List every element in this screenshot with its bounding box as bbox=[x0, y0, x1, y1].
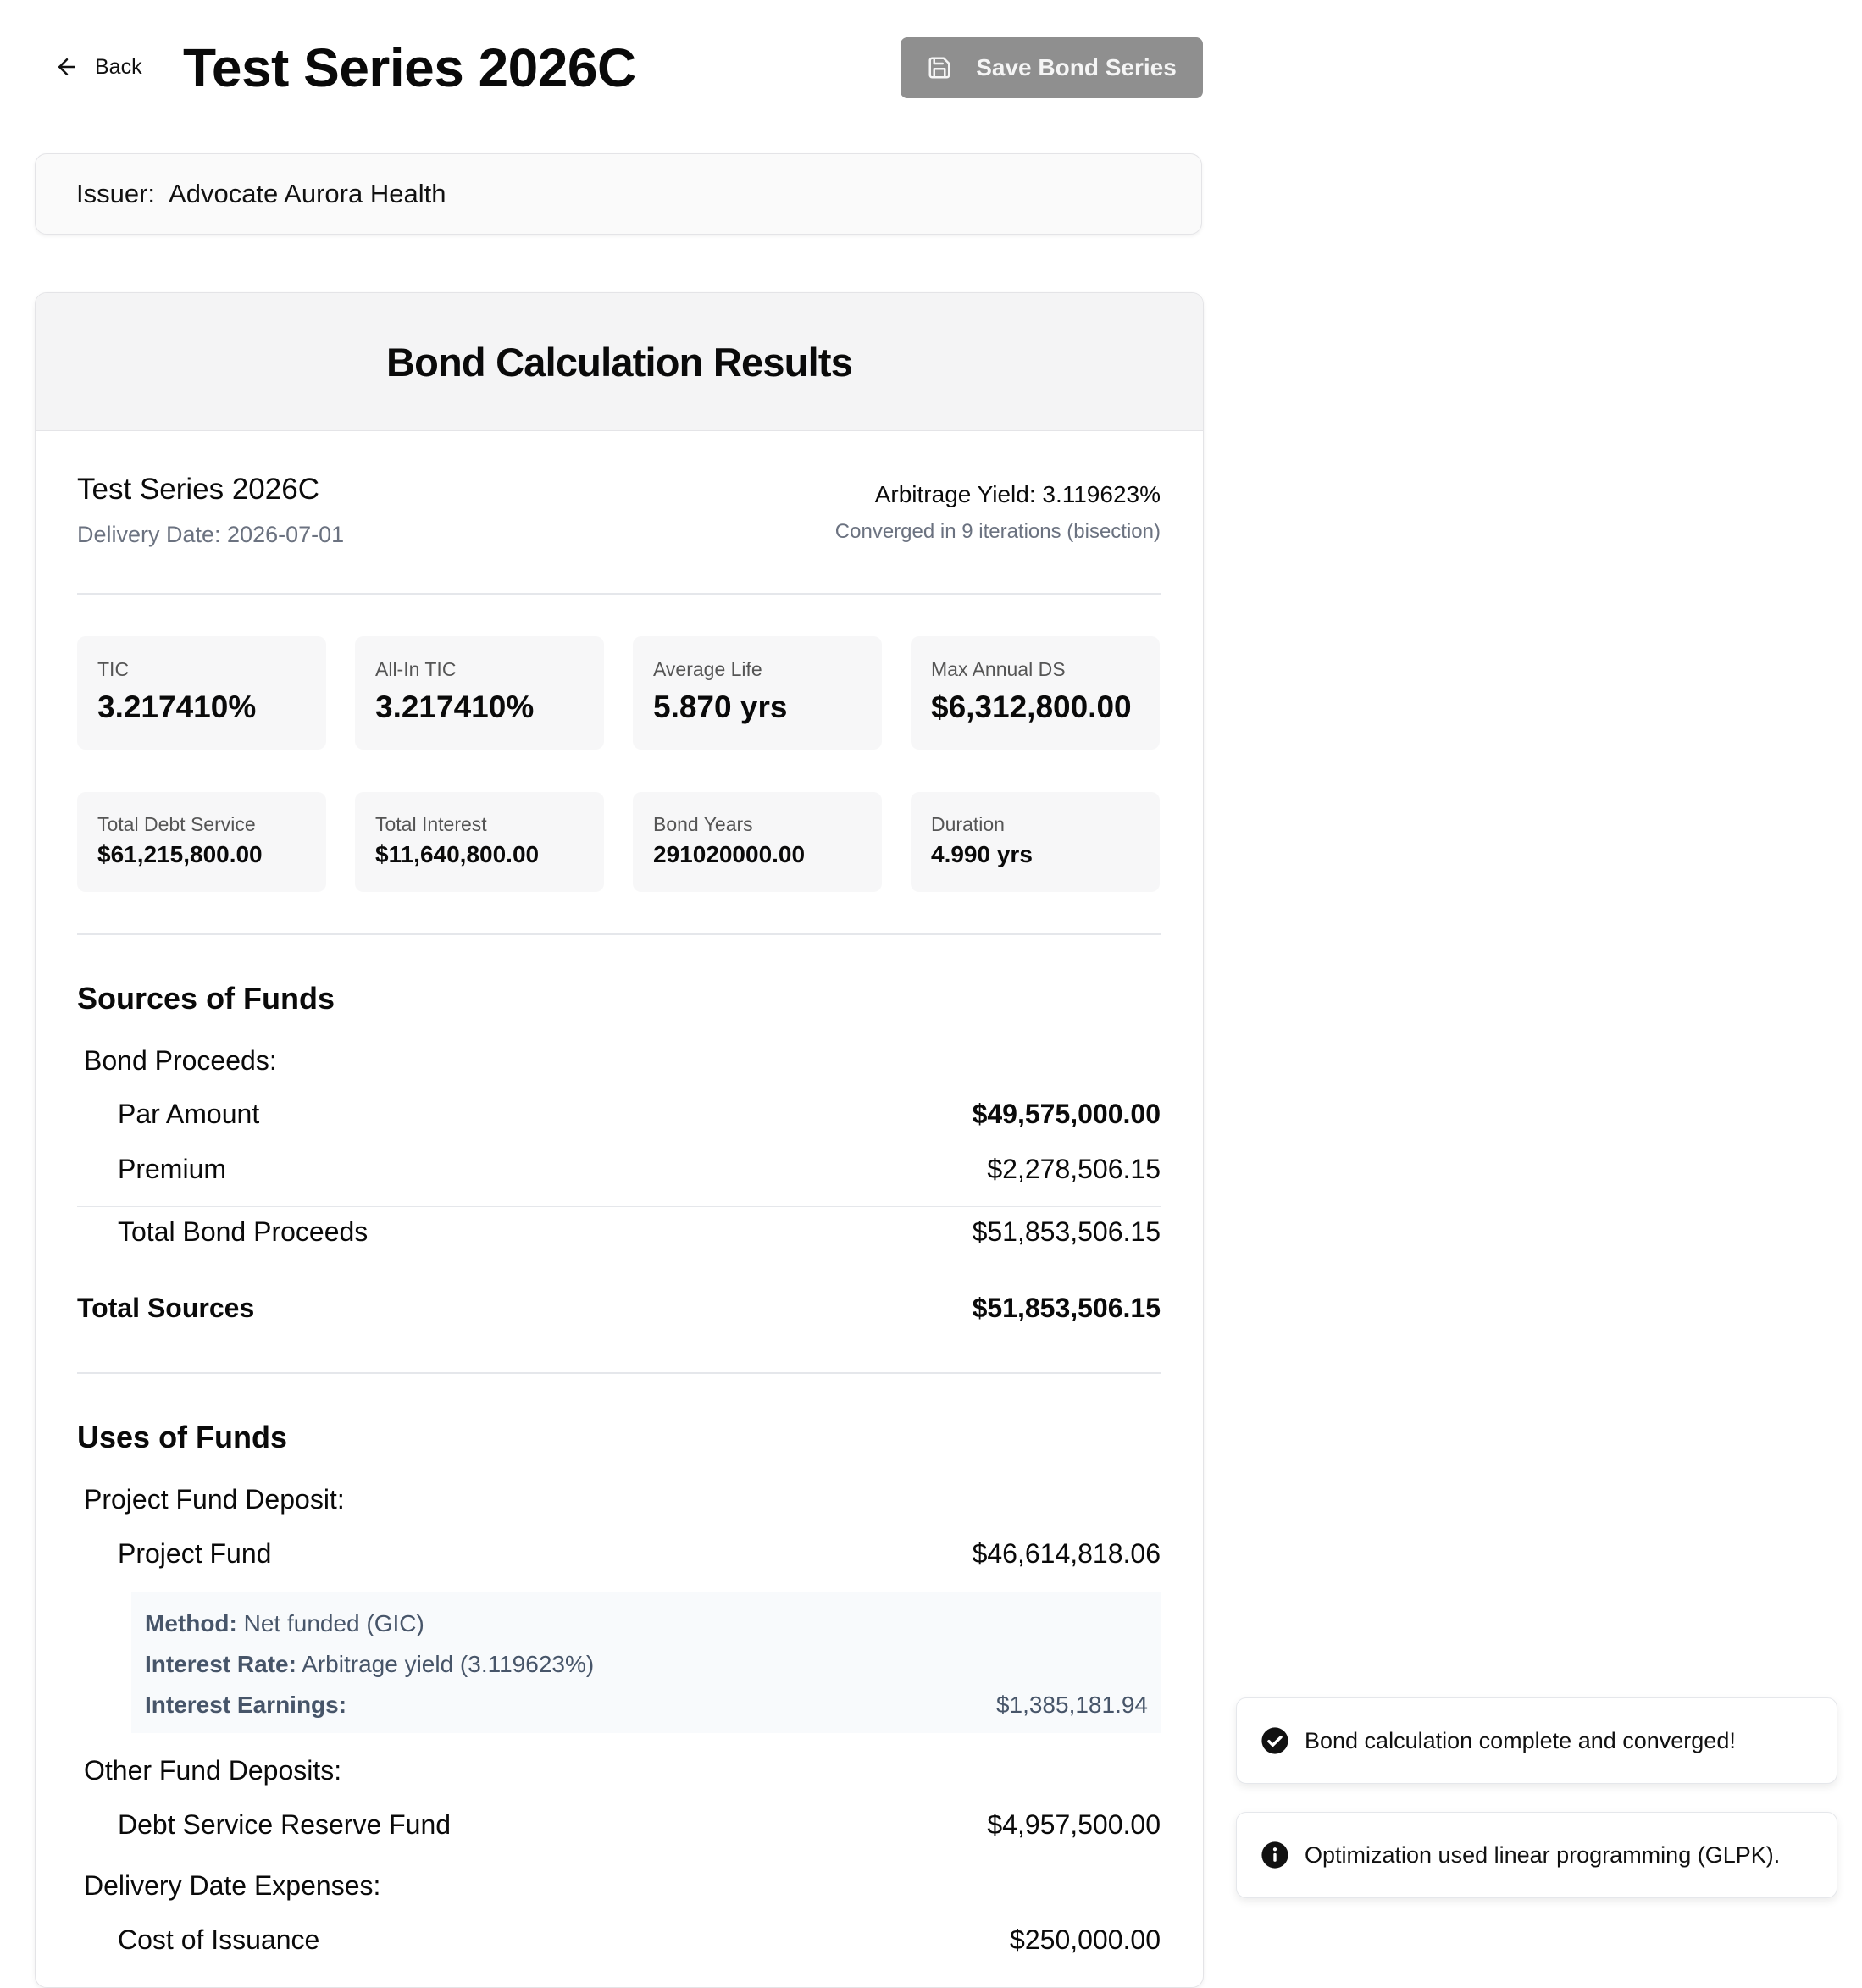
results-heading: Bond Calculation Results bbox=[385, 339, 853, 385]
divider bbox=[77, 1372, 1161, 1374]
stat-label: All-In TIC bbox=[375, 658, 457, 680]
row-value: $51,853,506.15 bbox=[972, 1216, 1161, 1247]
earnings-value: $1,385,181.94 bbox=[995, 1692, 1148, 1718]
stat-total-debt-service bbox=[77, 792, 326, 892]
toast-info[interactable] bbox=[1236, 1812, 1837, 1898]
stat-value: $6,312,800.00 bbox=[931, 689, 1132, 724]
project-fund-deposit-label: Project Fund Deposit: bbox=[84, 1484, 345, 1515]
toast-text: Optimization used linear programming (GLPK). bbox=[1305, 1841, 1781, 1868]
stat-label: TIC bbox=[97, 658, 130, 680]
stat-all-in-tic bbox=[355, 636, 604, 750]
stat-label: Bond Years bbox=[653, 813, 753, 835]
row-value: $49,575,000.00 bbox=[972, 1099, 1161, 1129]
row-value: $46,614,818.06 bbox=[972, 1538, 1161, 1569]
dsrf-row bbox=[118, 1809, 1161, 1841]
arbitrage-yield: Arbitrage Yield: 3.119623% bbox=[874, 481, 1161, 507]
convergence-note: Converged in 9 iterations (bisection) bbox=[834, 520, 1161, 543]
save-bond-series-button[interactable] bbox=[901, 37, 1203, 98]
stat-value: 4.990 yrs bbox=[931, 841, 1033, 867]
stat-total-interest bbox=[355, 792, 604, 892]
delivery-date: Delivery Date: 2026-07-01 bbox=[77, 522, 345, 547]
results-header bbox=[36, 293, 1203, 431]
divider bbox=[77, 933, 1161, 935]
total-bond-proceeds-row bbox=[118, 1216, 1161, 1248]
project-fund-row bbox=[118, 1538, 1161, 1570]
series-name: Test Series 2026C bbox=[77, 473, 319, 506]
stat-max-annual-ds bbox=[911, 636, 1160, 750]
stat-value: 5.870 yrs bbox=[653, 689, 788, 724]
row-label: Par Amount bbox=[118, 1099, 260, 1129]
row-value: $2,278,506.15 bbox=[987, 1154, 1161, 1184]
stat-value: $11,640,800.00 bbox=[375, 841, 540, 867]
stat-label: Duration bbox=[931, 813, 1005, 835]
stat-value: 3.217410% bbox=[97, 689, 257, 724]
divider bbox=[77, 1206, 1161, 1207]
stat-value: 291020000.00 bbox=[653, 841, 806, 867]
row-value: $250,000.00 bbox=[1010, 1924, 1161, 1955]
row-label: Total Bond Proceeds bbox=[118, 1216, 369, 1247]
stat-value: $61,215,800.00 bbox=[97, 841, 263, 867]
premium-row bbox=[118, 1154, 1161, 1185]
divider bbox=[77, 593, 1161, 595]
sources-title: Sources of Funds bbox=[77, 981, 335, 1016]
cost-of-issuance-row bbox=[118, 1924, 1161, 1956]
save-label: Save Bond Series bbox=[976, 54, 1177, 80]
earnings-key: Interest Earnings: bbox=[145, 1692, 347, 1718]
info-circle-icon bbox=[1261, 1841, 1289, 1869]
other-fund-deposits-label: Other Fund Deposits: bbox=[84, 1755, 342, 1786]
row-value: $51,853,506.15 bbox=[972, 1293, 1161, 1323]
stat-bond-years bbox=[633, 792, 882, 892]
stat-label: Average Life bbox=[653, 658, 762, 680]
rate-value: Arbitrage yield (3.119623%) bbox=[302, 1651, 595, 1677]
results-card bbox=[35, 292, 1204, 1988]
stat-label: Max Annual DS bbox=[931, 658, 1066, 680]
issuer-value: Advocate Aurora Health bbox=[169, 179, 446, 208]
toast-success[interactable] bbox=[1236, 1697, 1837, 1784]
method-key: Method: bbox=[145, 1610, 237, 1636]
back-label: Back bbox=[95, 54, 142, 79]
stat-tic bbox=[77, 636, 326, 750]
stat-average-life bbox=[633, 636, 882, 750]
toast-text: Bond calculation complete and converged! bbox=[1305, 1727, 1736, 1753]
uses-title: Uses of Funds bbox=[77, 1420, 288, 1454]
method-line bbox=[145, 1603, 1148, 1644]
stat-value: 3.217410% bbox=[375, 689, 535, 724]
project-fund-details bbox=[131, 1592, 1161, 1733]
interest-rate-line bbox=[145, 1644, 1148, 1685]
row-label: Premium bbox=[118, 1154, 227, 1184]
interest-earnings-line bbox=[145, 1685, 1148, 1725]
row-label: Total Sources bbox=[77, 1293, 255, 1323]
method-value: Net funded (GIC) bbox=[243, 1610, 424, 1636]
stat-label: Total Interest bbox=[375, 813, 487, 835]
delivery-date-expenses-label: Delivery Date Expenses: bbox=[84, 1870, 381, 1901]
bond-proceeds-label: Bond Proceeds: bbox=[84, 1045, 277, 1076]
row-value: $4,957,500.00 bbox=[987, 1809, 1161, 1840]
arrow-left-icon bbox=[54, 54, 80, 80]
save-icon bbox=[927, 55, 952, 80]
row-label: Debt Service Reserve Fund bbox=[118, 1809, 452, 1840]
back-button[interactable] bbox=[47, 47, 154, 86]
rate-key: Interest Rate: bbox=[145, 1651, 296, 1677]
page-title: Test Series 2026C bbox=[183, 37, 636, 98]
par-amount-row bbox=[118, 1099, 1161, 1130]
stat-duration bbox=[911, 792, 1160, 892]
issuer-label: Issuer: bbox=[76, 179, 156, 208]
row-label: Cost of Issuance bbox=[118, 1924, 320, 1955]
issuer-card bbox=[35, 153, 1202, 235]
row-label: Project Fund bbox=[118, 1538, 272, 1569]
total-sources-row bbox=[77, 1293, 1161, 1324]
check-circle-icon bbox=[1261, 1726, 1289, 1755]
stat-label: Total Debt Service bbox=[97, 813, 256, 835]
